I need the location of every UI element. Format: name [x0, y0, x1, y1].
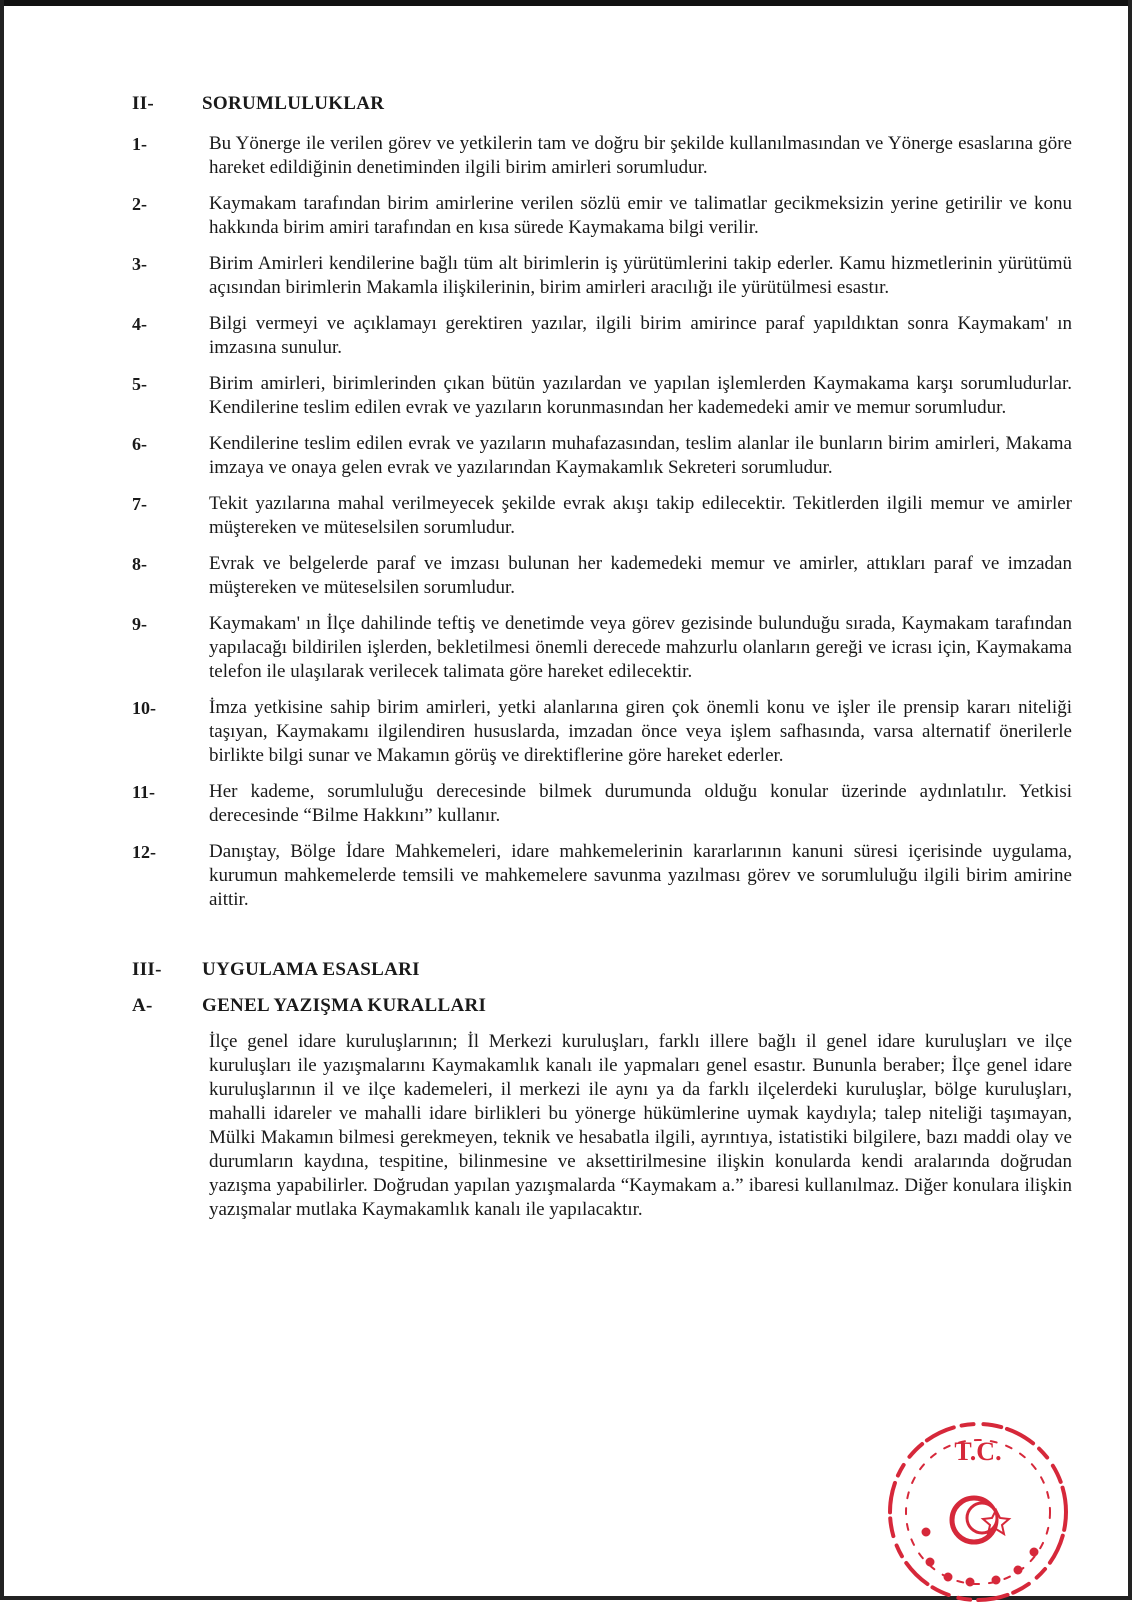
- item-text: Danıştay, Bölge İdare Mahkemeleri, idare mahkemelerinin kararlarının kanuni süresi içerisinde uygulama, kurumun mahkemelerde temsili ve mahkemelere savunma yazılması görev ve sorumluluğu ilgili birim amirine aittir.: [209, 841, 1072, 910]
- item-text: Birim Amirleri kendilerine bağlı tüm alt birimlerin iş yürütümlerini takip ederler. Kamu hizmetlerinin yürütümü açısından birimlerin Makamla ilişkilerinin, birim amirleri aracılığı ile yürütülmesi esastır.: [209, 253, 1072, 298]
- item-number: 9-: [132, 614, 147, 634]
- item-number: 12-: [132, 842, 156, 862]
- item-number: 7-: [132, 494, 147, 514]
- list-item: [132, 432, 1072, 480]
- item-text: Kaymakam' ın İlçe dahilinde teftiş ve denetimde veya görev gezisinde bulunduğu sırada, Kaymakam tarafından yapılacağı bildirilen işlerden, bekletilmesi önemli derecede mahzurlu olanların gereği ve icrası için, Kaymakama telefon ile ulaşılarak verilecek talimata göre hareket edilecektir.: [209, 613, 1072, 682]
- item-text: Bilgi vermeyi ve açıklamayı gerektiren yazılar, ilgili birim amirince paraf yapıldıktan sonra Kaymakam' ın imzasına sunulur.: [209, 313, 1072, 358]
- list-item: [132, 132, 1072, 180]
- official-seal-stamp: [878, 1412, 1078, 1612]
- item-number: 10-: [132, 698, 156, 718]
- item-text: Kendilerine teslim edilen evrak ve yazıların muhafazasından, teslim alanlar ile bunların birim amirleri, Makama imzaya ve onaya gelen evrak ve yazılarından Kaymakamlık Sekreteri sorumludur.: [209, 433, 1072, 478]
- section-heading-responsibilities: [132, 92, 1072, 116]
- section-spacer: [132, 924, 1072, 958]
- item-text: İmza yetkisine sahip birim amirleri, yetki alanlarına giren çok önemli konu ve işler ile prensip kararı niteliği taşıyan, Kaymakamı ilgilendiren hususlarda, imzadan önce veya işlem safhasında, varsa alternatif önerilerle birlikte bilgi sunar ve Makamın görüş ve direktiflerine göre hareket ederler.: [209, 697, 1072, 766]
- section-number: III-: [132, 959, 162, 980]
- item-number: 1-: [132, 134, 147, 154]
- document-page: [132, 92, 1072, 1222]
- item-number: 8-: [132, 554, 147, 574]
- section-title: SORUMLULUKLAR: [202, 93, 385, 114]
- section-heading-application-principles: [132, 958, 1072, 982]
- item-text: Her kademe, sorumluluğu derecesinde bilmek durumunda olduğu konular üzerinde aydınlatılır. Yetkisi derecesinde “Bilme Hakkını” kullanır.: [209, 781, 1072, 826]
- list-item: [132, 696, 1072, 768]
- list-item: [132, 612, 1072, 684]
- list-item: [132, 372, 1072, 420]
- item-number: 11-: [132, 782, 156, 802]
- list-item: [132, 312, 1072, 360]
- list-item: [132, 552, 1072, 600]
- list-item: [132, 192, 1072, 240]
- item-number: 6-: [132, 434, 147, 454]
- item-number: 3-: [132, 254, 147, 274]
- scan-border-right: [1128, 0, 1132, 1600]
- item-text: Tekit yazılarına mahal verilmeyecek şekilde evrak akışı takip edilecektir. Tekitlerden ilgili memur ve amirler müştereken ve müteselsilen sorumludur.: [209, 493, 1072, 538]
- subsection-heading-general-correspondence: [132, 994, 1072, 1018]
- list-item: [132, 840, 1072, 912]
- body-paragraph: İlçe genel idare kuruluşlarının; İl Merkezi kuruluşları, farklı illere bağlı il genel idare kuruluşları ve ilçe kuruluşları ile yazışmalarını Kaymakamlık kanalı ile yapmaları genel esastır. Bununla beraber; İlçe genel idare kuruluşlarının il ve ilçe kademeleri, il merkezi ile aynı ya da farklı ilçelerdeki kuruluşlar, bölge kuruluşları, mahalli idareler ve mahalli idare birlikleri bu yönerge hükümlerine uymak kaydıyla; talep niteliği taşımayan, Mülki Makamın bilmesi gerekmeyen, teknik ve hesabatla ilgili, ayrıntıya, istatistiki bilgilere, bazı maddi olay ve durumların kaydına, tespitine, bilinmesine ve aksettirilmesine ilişkin konularda kendi aralarında doğrudan yazışma yapabilirler. Doğrudan yapılan yazışmalarda “Kaymakam a.” ibaresi kullanılmaz. Diğer konulara ilişkin yazışmalar mutlaka Kaymakamlık kanalı ile yapılacaktır.: [209, 1031, 1072, 1220]
- item-text: Birim amirleri, birimlerinden çıkan bütün yazılardan ve yapılan işlemlerden Kaymakama karşı sorumludurlar. Kendilerine teslim edilen evrak ve yazıların korunmasından her kademedeki amir ve memur sorumludur.: [209, 373, 1072, 418]
- scan-border-top: [0, 0, 1132, 6]
- subsection-number: A-: [132, 995, 153, 1016]
- scan-border-left: [0, 0, 4, 1600]
- item-text: Kaymakam tarafından birim amirlerine verilen sözlü emir ve talimatlar gecikmeksizin yerine getirilir ve konu hakkında birim amiri tarafından en kısa sürede Kaymakama bilgi verilir.: [209, 193, 1072, 238]
- item-text: Evrak ve belgelerde paraf ve imzası bulunan her kademedeki memur ve amirler, attıkları paraf ve imzadan müştereken ve müteselsilen sorumludur.: [209, 553, 1072, 598]
- list-item: [132, 780, 1072, 828]
- section-title: UYGULAMA ESASLARI: [202, 959, 420, 980]
- stamp-text: T.C.: [954, 1437, 1002, 1466]
- section-number: II-: [132, 93, 155, 114]
- item-number: 4-: [132, 314, 147, 334]
- subsection-title: GENEL YAZIŞMA KURALLARI: [202, 995, 487, 1016]
- list-item: [132, 492, 1072, 540]
- item-number: 2-: [132, 194, 147, 214]
- item-text: Bu Yönerge ile verilen görev ve yetkilerin tam ve doğru bir şekilde kullanılmasından ve Yönerge esaslarına göre hareket edildiğinin denetiminden ilgili birim amirleri sorumludur.: [209, 133, 1072, 178]
- list-item: [132, 252, 1072, 300]
- item-number: 5-: [132, 374, 147, 394]
